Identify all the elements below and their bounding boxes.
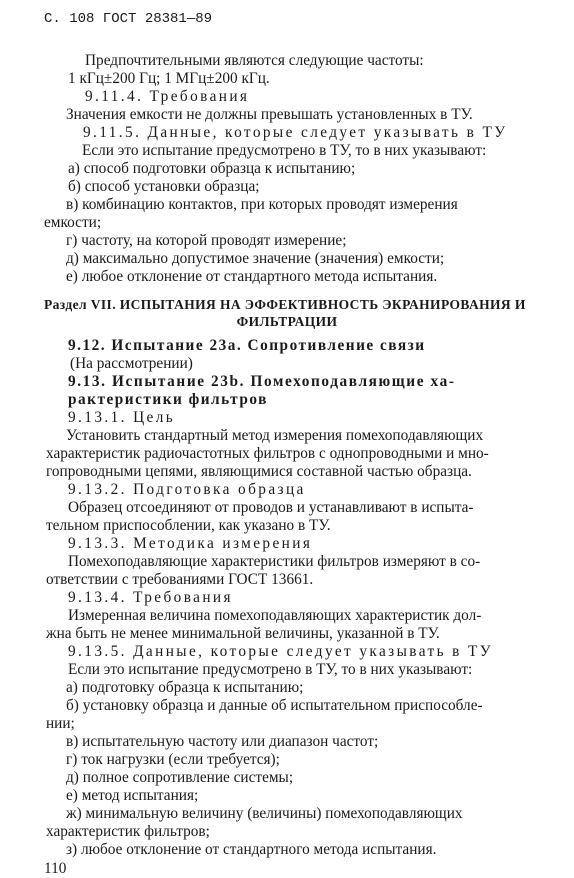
text-line: гопроводными цепями, являющимися составной частью образца. bbox=[46, 463, 472, 480]
list-item: д) полное сопротивление системы; bbox=[66, 769, 294, 786]
text-line: Предпочтительными являются следующие частоты: bbox=[85, 52, 424, 69]
text-line: Помехоподавляющие характеристики фильтров измеряют в со- bbox=[68, 553, 481, 570]
test-heading-continuation: рактеристики фильтров bbox=[68, 391, 268, 408]
list-item: а) подготовку образца к испытанию; bbox=[66, 679, 304, 696]
text-line: Измеренная величина помехоподавляющих характеристик дол- bbox=[68, 607, 482, 624]
text-line: Установить стандартный метод измерения помехоподавляющих bbox=[66, 427, 484, 444]
text-line: Значения емкости не должны превышать установленных в ТУ. bbox=[66, 106, 473, 123]
list-item: з) любое отклонение от стандартного метода испытания. bbox=[66, 841, 437, 858]
subsection-heading: 9.13.5. Данные, которые следует указывать в ТУ bbox=[68, 643, 493, 660]
list-item: а) способ подготовки образца к испытанию; bbox=[68, 160, 356, 177]
list-item: б) способ установки образца; bbox=[68, 178, 260, 195]
list-item: ж) минимальную величину (величины) помехоподавляющих bbox=[66, 805, 463, 822]
list-item-continuation: емкости; bbox=[44, 214, 102, 231]
section-heading: Раздел VII. ИСПЫТАНИЯ НА ЭФФЕКТИВНОСТЬ ЭКРАНИРОВАНИЯ И bbox=[44, 297, 526, 312]
text-line: характеристик радиочастотных фильтров с однопроводными и мно- bbox=[46, 445, 489, 462]
test-heading: 9.13. Испытание 23b. Помехоподавляющие ха- bbox=[68, 373, 456, 390]
subsection-heading: 9.13.1. Цель bbox=[68, 409, 176, 426]
text-line: Образец отсоединяют от проводов и устанавливают в испыта- bbox=[68, 499, 474, 516]
text-line: Если это испытание предусмотрено в ТУ, то в них указывают: bbox=[68, 661, 473, 678]
text-line: 1 кГц±200 Гц; 1 МГц±200 кГц. bbox=[68, 70, 270, 87]
text-line: Если это испытание предусмотрено в ТУ, то в них указывают: bbox=[82, 142, 487, 159]
list-item: е) любое отклонение от стандартного метода испытания. bbox=[66, 268, 438, 285]
text-line: (На рассмотрении) bbox=[70, 355, 193, 372]
subsection-heading: 9.13.4. Требования bbox=[68, 589, 233, 606]
list-item: е) метод испытания; bbox=[66, 787, 199, 804]
subsection-heading: 9.13.2. Подготовка образца bbox=[68, 481, 306, 498]
list-item: г) частоту, на которой проводят измерение; bbox=[66, 232, 347, 249]
subsection-heading: 9.11.5. Данные, которые следует указывать в ТУ bbox=[83, 124, 508, 141]
list-item: в) испытательную частоту или диапазон частот; bbox=[66, 733, 379, 750]
list-item-continuation: характеристик фильтров; bbox=[46, 823, 210, 840]
text-line: жна быть не менее минимальной величины, указанной в ТУ. bbox=[46, 625, 440, 642]
text-line: ответствии с требованиями ГОСТ 13661. bbox=[46, 571, 314, 588]
list-item-continuation: нии; bbox=[46, 715, 75, 732]
test-heading: 9.12. Испытание 23а. Сопротивление связи bbox=[68, 337, 426, 354]
page-number: 110 bbox=[44, 860, 67, 877]
list-item: в) комбинацию контактов, при которых проводят измерения bbox=[66, 196, 458, 213]
list-item: д) максимально допустимое значение (значения) емкости; bbox=[66, 250, 445, 267]
text-line: тельном приспособлении, как указано в ТУ. bbox=[46, 517, 331, 534]
page-header: С. 108 ГОСТ 28381—89 bbox=[44, 11, 213, 27]
subsection-heading: 9.11.4. Требования bbox=[85, 88, 250, 105]
list-item: б) установку образца и данные об испытательном приспособле- bbox=[66, 697, 483, 714]
section-heading-continuation: ФИЛЬТРАЦИИ bbox=[236, 314, 338, 329]
list-item: г) ток нагрузки (если требуется); bbox=[66, 751, 280, 768]
subsection-heading: 9.13.3. Методика измерения bbox=[68, 535, 313, 552]
